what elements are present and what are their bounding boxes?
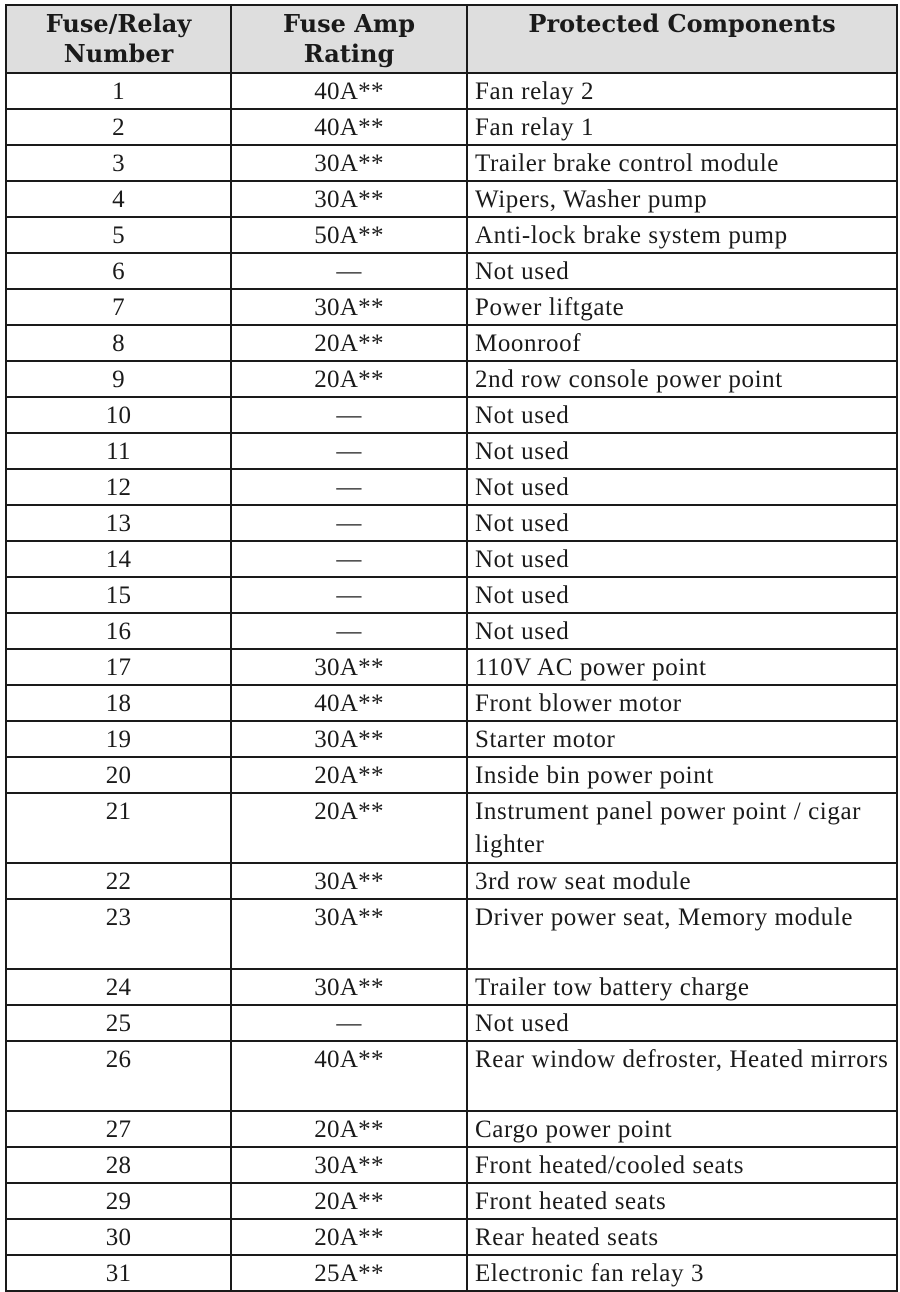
fuse-number-cell: 12 (6, 469, 231, 505)
amp-rating-cell: 30A** (231, 863, 467, 899)
components-cell: Instrument panel power point / cigar lighter (467, 793, 897, 863)
table-row (6, 505, 897, 541)
components-cell: Trailer tow battery charge (467, 969, 897, 1005)
header-fuse-number: Fuse/Relay Number (6, 5, 231, 73)
table-row (6, 757, 897, 793)
fuse-number-cell: 8 (6, 325, 231, 361)
amp-rating-cell: 20A** (231, 361, 467, 397)
components-cell: Not used (467, 613, 897, 649)
components-cell: Cargo power point (467, 1111, 897, 1147)
fuse-number-cell: 29 (6, 1183, 231, 1219)
amp-rating-cell: 30A** (231, 1147, 467, 1183)
amp-rating-cell: 40A** (231, 685, 467, 721)
fuse-number-cell: 25 (6, 1005, 231, 1041)
fuse-number-cell: 20 (6, 757, 231, 793)
components-cell: Not used (467, 577, 897, 613)
amp-rating-cell: 40A** (231, 1041, 467, 1111)
fuse-number-cell: 30 (6, 1219, 231, 1255)
components-cell: Electronic fan relay 3 (467, 1255, 897, 1291)
header-protected-components: Protected Components (467, 5, 897, 73)
amp-rating-cell: — (231, 253, 467, 289)
table-row (6, 685, 897, 721)
table-row (6, 469, 897, 505)
components-cell: Driver power seat, Memory module (467, 899, 897, 969)
fuse-number-cell: 7 (6, 289, 231, 325)
components-cell: Inside bin power point (467, 757, 897, 793)
components-cell: Rear heated seats (467, 1219, 897, 1255)
amp-rating-cell: 30A** (231, 721, 467, 757)
amp-rating-cell: 30A** (231, 181, 467, 217)
amp-rating-cell: — (231, 469, 467, 505)
components-cell: Not used (467, 541, 897, 577)
table-row (6, 969, 897, 1005)
components-cell: Wipers, Washer pump (467, 181, 897, 217)
fuse-number-cell: 9 (6, 361, 231, 397)
components-cell: Front heated/cooled seats (467, 1147, 897, 1183)
amp-rating-cell: 30A** (231, 289, 467, 325)
fuse-number-cell: 19 (6, 721, 231, 757)
amp-rating-cell: — (231, 613, 467, 649)
amp-rating-cell: 20A** (231, 325, 467, 361)
fuse-number-cell: 1 (6, 73, 231, 109)
table-row (6, 793, 897, 863)
components-cell: Front blower motor (467, 685, 897, 721)
amp-rating-cell: — (231, 433, 467, 469)
table-row (6, 863, 897, 899)
table-row (6, 181, 897, 217)
table-row (6, 613, 897, 649)
fuse-number-cell: 21 (6, 793, 231, 863)
amp-rating-cell: 20A** (231, 1183, 467, 1219)
fuse-number-cell: 26 (6, 1041, 231, 1111)
table-row (6, 1147, 897, 1183)
components-cell: Power liftgate (467, 289, 897, 325)
components-cell: Not used (467, 397, 897, 433)
amp-rating-cell: — (231, 577, 467, 613)
components-cell: Front heated seats (467, 1183, 897, 1219)
components-cell: Fan relay 1 (467, 109, 897, 145)
table-row (6, 109, 897, 145)
components-cell: Not used (467, 505, 897, 541)
fuse-number-cell: 14 (6, 541, 231, 577)
table-row (6, 649, 897, 685)
amp-rating-cell: 20A** (231, 757, 467, 793)
table-row (6, 1255, 897, 1291)
fuse-number-cell: 5 (6, 217, 231, 253)
fuse-number-cell: 22 (6, 863, 231, 899)
fuse-number-cell: 15 (6, 577, 231, 613)
components-cell: Anti-lock brake system pump (467, 217, 897, 253)
amp-rating-cell: — (231, 1005, 467, 1041)
fuse-number-cell: 28 (6, 1147, 231, 1183)
table-row (6, 899, 897, 969)
components-cell: Rear window defroster, Heated mirrors (467, 1041, 897, 1111)
fuse-number-cell: 27 (6, 1111, 231, 1147)
header-row (6, 5, 897, 73)
fuse-number-cell: 2 (6, 109, 231, 145)
fuse-number-cell: 6 (6, 253, 231, 289)
table-row (6, 361, 897, 397)
fuse-number-cell: 31 (6, 1255, 231, 1291)
amp-rating-cell: — (231, 541, 467, 577)
components-cell: 3rd row seat module (467, 863, 897, 899)
fuse-number-cell: 16 (6, 613, 231, 649)
fuse-table-body (6, 73, 897, 1291)
fuse-number-cell: 17 (6, 649, 231, 685)
amp-rating-cell: 25A** (231, 1255, 467, 1291)
components-cell: Not used (467, 1005, 897, 1041)
amp-rating-cell: 20A** (231, 1219, 467, 1255)
fuse-number-cell: 10 (6, 397, 231, 433)
amp-rating-cell: 40A** (231, 109, 467, 145)
table-row (6, 577, 897, 613)
fuse-number-cell: 24 (6, 969, 231, 1005)
fuse-number-cell: 4 (6, 181, 231, 217)
table-row (6, 145, 897, 181)
fuse-number-cell: 11 (6, 433, 231, 469)
amp-rating-cell: 40A** (231, 73, 467, 109)
fuse-table-header (6, 5, 897, 73)
table-row (6, 1183, 897, 1219)
fuse-number-cell: 18 (6, 685, 231, 721)
components-cell: 2nd row console power point (467, 361, 897, 397)
fuse-table (5, 4, 898, 1292)
components-cell: Not used (467, 253, 897, 289)
table-row (6, 289, 897, 325)
table-row (6, 1041, 897, 1111)
amp-rating-cell: 20A** (231, 793, 467, 863)
amp-rating-cell: 50A** (231, 217, 467, 253)
components-cell: Trailer brake control module (467, 145, 897, 181)
table-row (6, 397, 897, 433)
amp-rating-cell: 30A** (231, 969, 467, 1005)
amp-rating-cell: 30A** (231, 145, 467, 181)
amp-rating-cell: — (231, 505, 467, 541)
components-cell: Not used (467, 469, 897, 505)
table-row (6, 541, 897, 577)
components-cell: Moonroof (467, 325, 897, 361)
table-row (6, 217, 897, 253)
fuse-number-cell: 3 (6, 145, 231, 181)
table-row (6, 1005, 897, 1041)
amp-rating-cell: 20A** (231, 1111, 467, 1147)
fuse-number-cell: 23 (6, 899, 231, 969)
components-cell: Starter motor (467, 721, 897, 757)
components-cell: Fan relay 2 (467, 73, 897, 109)
components-cell: 110V AC power point (467, 649, 897, 685)
table-row (6, 721, 897, 757)
amp-rating-cell: 30A** (231, 899, 467, 969)
table-row (6, 1219, 897, 1255)
table-row (6, 1111, 897, 1147)
table-row (6, 433, 897, 469)
table-row (6, 73, 897, 109)
fuse-number-cell: 13 (6, 505, 231, 541)
components-cell: Not used (467, 433, 897, 469)
amp-rating-cell: — (231, 397, 467, 433)
table-row (6, 253, 897, 289)
amp-rating-cell: 30A** (231, 649, 467, 685)
table-row (6, 325, 897, 361)
header-amp-rating: Fuse Amp Rating (231, 5, 467, 73)
